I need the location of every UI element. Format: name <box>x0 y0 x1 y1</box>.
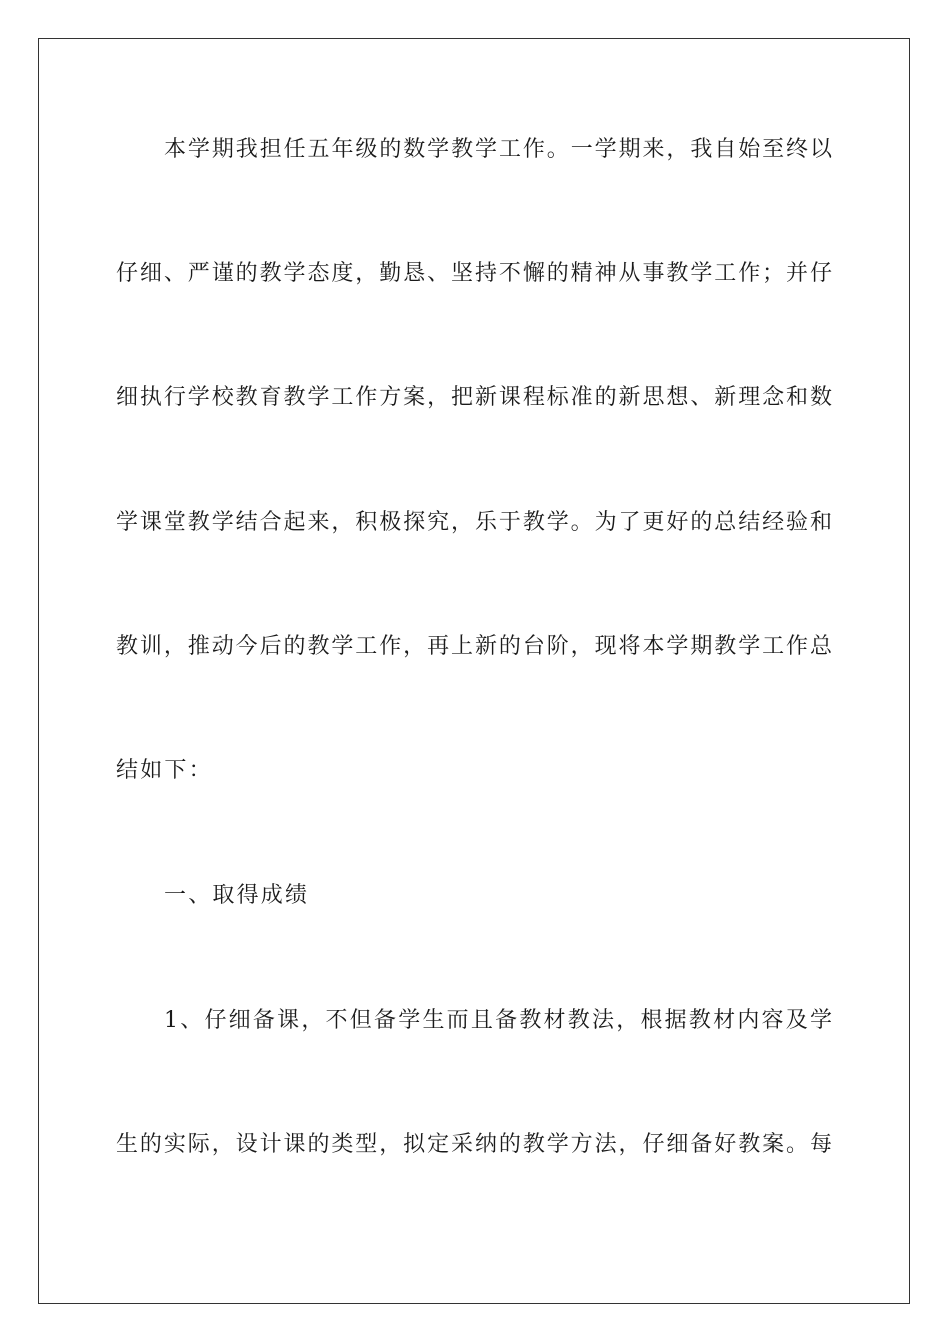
paragraph-line-6: 结如下： <box>116 758 213 783</box>
page-frame <box>38 38 910 1304</box>
paragraph-line-4: 学课堂教学结合起来，积极探究，乐于教学。为了更好的总结经验和 <box>116 510 832 535</box>
paragraph-line-9: 生的实际，设计课的类型，拟定采纳的教学方法，仔细备好教案。每 <box>116 1132 832 1157</box>
paragraph-line-2: 仔细、严谨的教学态度，勤恳、坚持不懈的精神从事教学工作；并仔 <box>116 261 832 286</box>
section-heading: 一、取得成绩 <box>164 883 310 908</box>
paragraph-line-3: 细执行学校教育教学工作方案，把新课程标准的新思想、新理念和数 <box>116 385 832 410</box>
paragraph-line-5: 教训，推动今后的教学工作，再上新的台阶，现将本学期教学工作总 <box>116 634 832 659</box>
paragraph-line-8: 1、仔细备课，不但备学生而且备教材教法，根据教材内容及学 <box>164 1008 832 1033</box>
paragraph-line-1: 本学期我担任五年级的数学教学工作。一学期来，我自始至终以 <box>164 137 832 162</box>
